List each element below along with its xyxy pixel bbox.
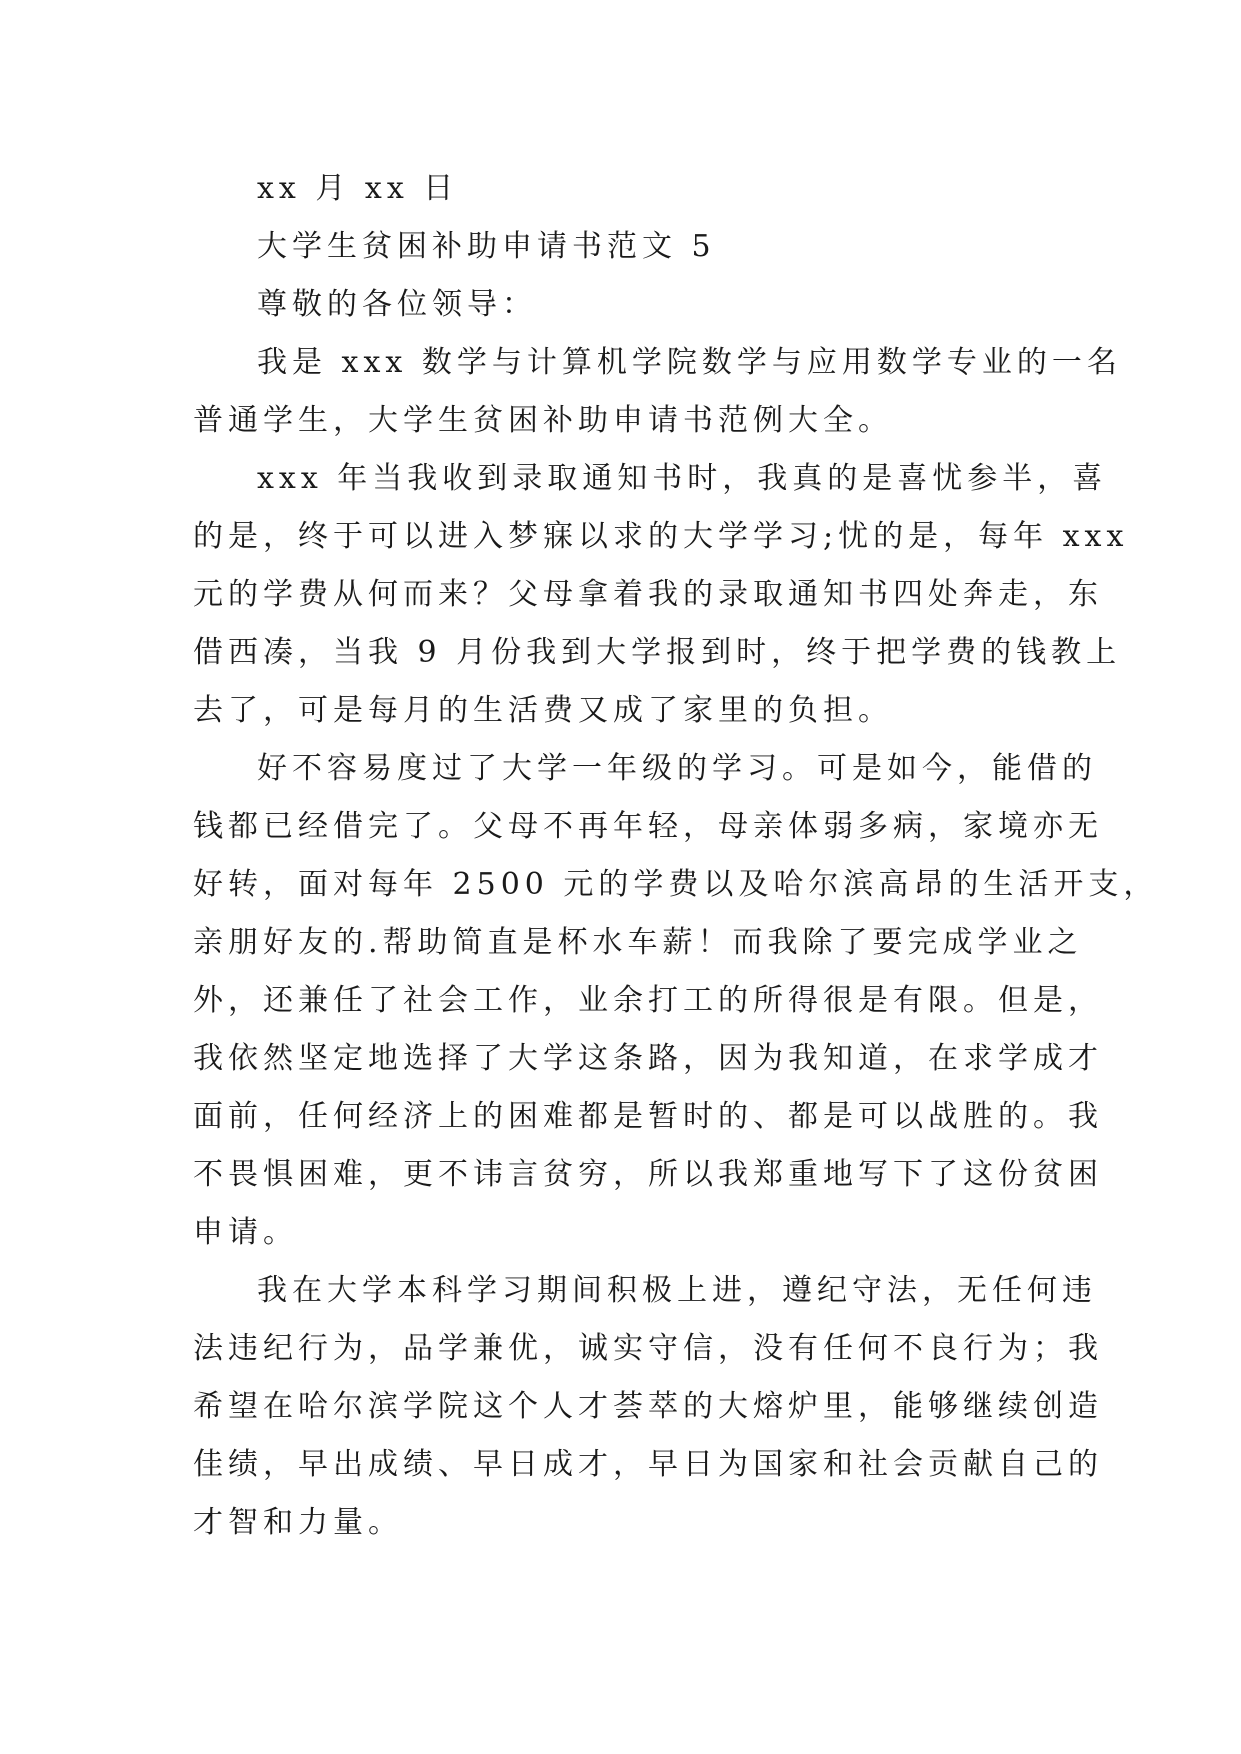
paragraph-3: [193, 740, 1159, 1262]
document-body: [193, 160, 1159, 1552]
paragraph-line: 我是 xxx 数学与计算机学院数学与应用数学专业的一名: [257, 345, 1122, 380]
paragraph-line: 我在大学本科学习期间积极上进，遵纪守法，无任何违: [257, 1273, 1097, 1308]
paragraph-line: 好转，面对每年 2500 元的学费以及哈尔滨高昂的生活开支，: [193, 867, 1159, 902]
paragraph-line: 好不容易度过了大学一年级的学习。可是如今，能借的: [257, 751, 1097, 786]
paragraph-line: 申请。: [193, 1215, 298, 1250]
paragraph-line: 外，还兼任了社会工作，业余打工的所得很是有限。但是，: [193, 983, 1103, 1018]
paragraph-line: 佳绩，早出成绩、早日成才，早日为国家和社会贡献自己的: [193, 1447, 1103, 1482]
salutation: 尊敬的各位领导：: [257, 287, 537, 322]
paragraph-line: 普通学生，大学生贫困补助申请书范例大全。: [193, 403, 893, 438]
document-title: 大学生贫困补助申请书范文 5: [257, 229, 716, 264]
paragraph-line: 钱都已经借完了。父母不再年轻，母亲体弱多病，家境亦无: [193, 809, 1103, 844]
paragraph-2: [193, 450, 1129, 740]
paragraph-line: 法违纪行为，品学兼优，诚实守信，没有任何不良行为；我: [193, 1331, 1103, 1366]
paragraph-line: 才智和力量。: [193, 1505, 403, 1540]
paragraph-line: 去了，可是每月的生活费又成了家里的负担。: [193, 693, 893, 728]
paragraph-line: 我依然坚定地选择了大学这条路，因为我知道，在求学成才: [193, 1041, 1103, 1076]
paragraph-line: 不畏惧困难，更不讳言贫穷，所以我郑重地写下了这份贫困: [193, 1157, 1103, 1192]
paragraph-line: 面前，任何经济上的困难都是暂时的、都是可以战胜的。我: [193, 1099, 1103, 1134]
paragraph-line: 借西凑，当我 9 月份我到大学报到时，终于把学费的钱教上: [193, 635, 1122, 670]
date-line: xx 月 xx 日: [257, 171, 459, 206]
paragraph-line: 希望在哈尔滨学院这个人才荟萃的大熔炉里，能够继续创造: [193, 1389, 1103, 1424]
paragraph-line: 亲朋好友的.帮助简直是杯水车薪！而我除了要完成学业之: [193, 925, 1083, 960]
paragraph-1: [193, 334, 1122, 450]
paragraph-4: [193, 1262, 1103, 1552]
paragraph-line: 元的学费从何而来？父母拿着我的录取通知书四处奔走，东: [193, 577, 1103, 612]
paragraph-line: 的是，终于可以进入梦寐以求的大学学习;忧的是，每年 xxx: [193, 519, 1129, 554]
paragraph-line: xxx 年当我收到录取通知书时，我真的是喜忧参半，喜: [257, 461, 1108, 496]
